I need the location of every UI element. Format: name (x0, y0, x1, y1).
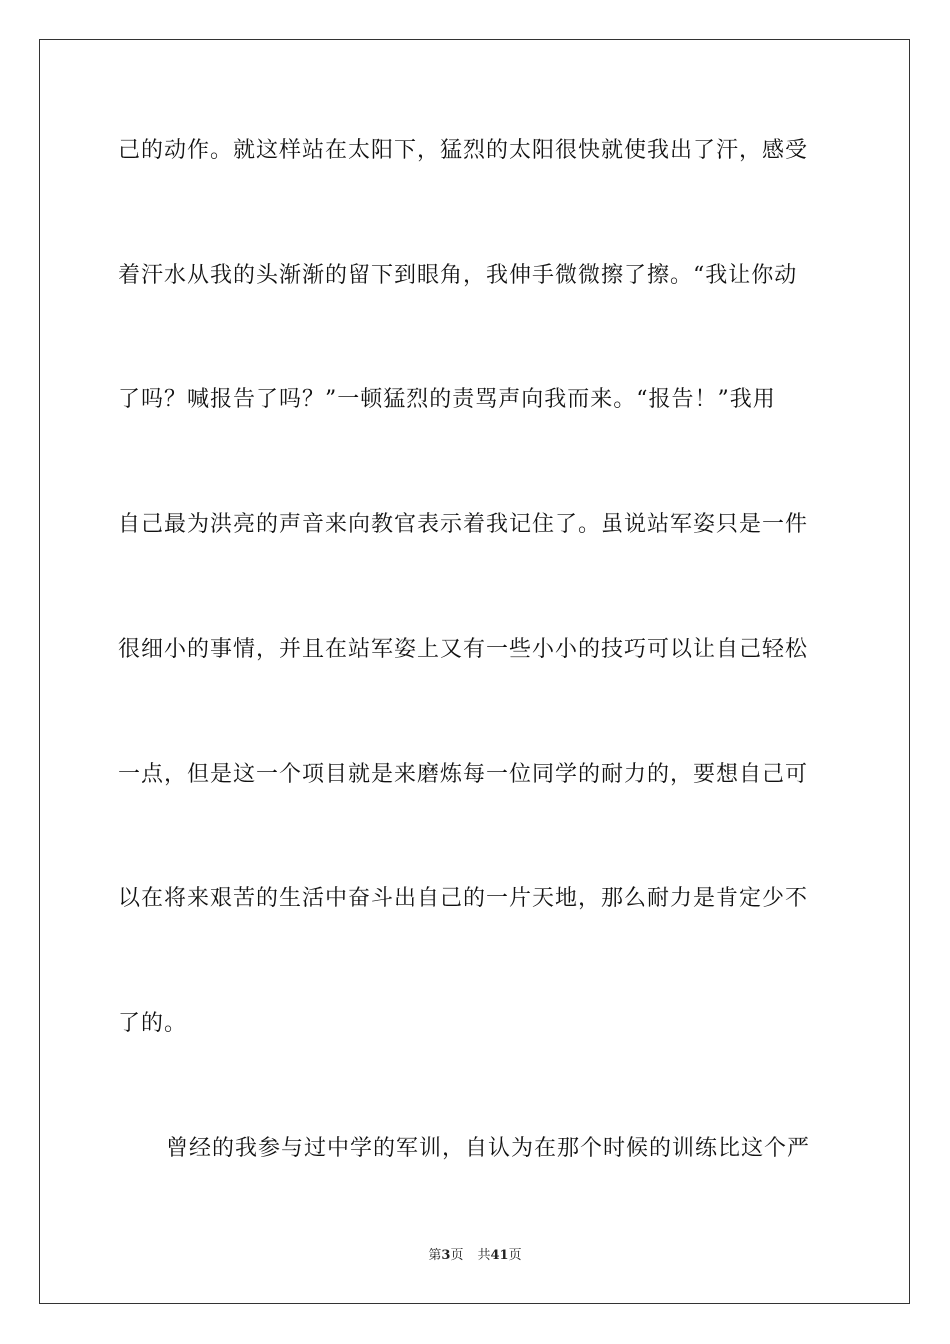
body-text-line: 了吗？喊报告了吗？”一顿猛烈的责骂声向我而来。“报告！”我用 (118, 387, 776, 412)
body-text-line: 以在将来艰苦的生活中奋斗出自己的一片天地，那么耐力是肯定少不 (118, 886, 809, 911)
page-label-suffix: 页 (450, 1248, 464, 1263)
body-text-line: 一点，但是这一个项目就是来磨炼每一位同学的耐力的，要想自己可 (118, 762, 809, 787)
paragraph-first-line: 曾经的我参与过中学的军训，自认为在那个时候的训练比这个严 (166, 1136, 811, 1161)
total-label-prefix: 共 (477, 1248, 491, 1263)
body-text-line: 己的动作。就这样站在太阳下，猛烈的太阳很快就使我出了汗，感受 (118, 138, 809, 163)
body-text-line: 着汗水从我的头渐渐的留下到眼角，我伸手微微擦了擦。“我让你动 (118, 263, 798, 288)
page-label-prefix: 第 (428, 1248, 442, 1263)
body-text-line: 自己最为洪亮的声音来向教官表示着我记住了。虽说站军姿只是一件 (118, 512, 809, 537)
page-number: 3 (441, 1248, 451, 1263)
page-footer (0, 1247, 950, 1265)
body-text-line: 了的。 (118, 1011, 188, 1036)
total-pages: 41 (490, 1248, 509, 1263)
body-text-line: 很细小的事情，并且在站军姿上又有一些小小的技巧可以让自己轻松 (118, 637, 809, 662)
total-label-suffix: 页 (508, 1248, 522, 1263)
page-border (39, 39, 910, 1304)
